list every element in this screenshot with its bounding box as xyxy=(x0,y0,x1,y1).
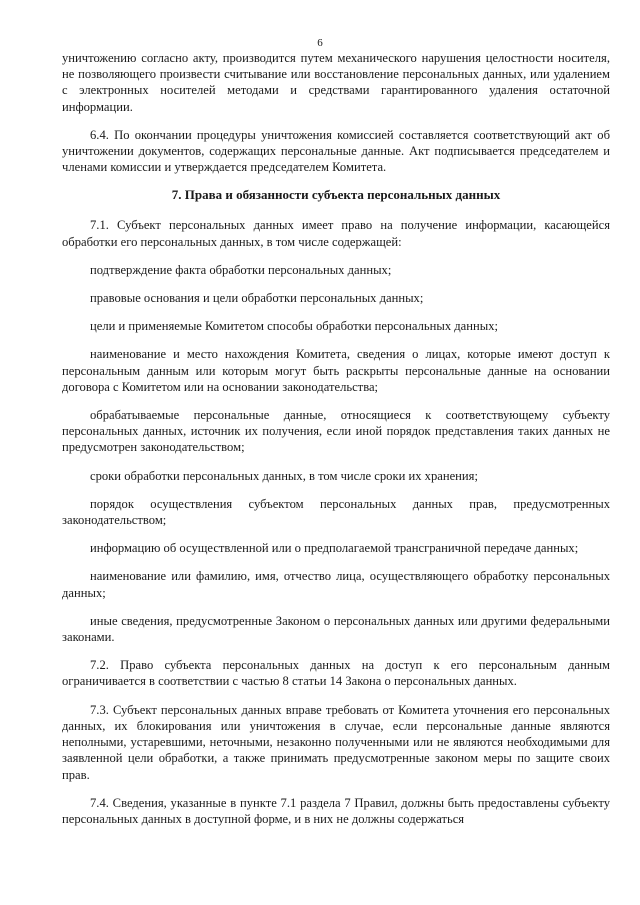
list-item: наименование или фамилию, имя, отчество лица, осуществляющего обработку персональных данных; xyxy=(62,569,610,600)
paragraph-continuation: уничтожению согласно акту, производится путем механического нарушения целостности носителя, не позволяющего произвести считывание или восстановление персональных данных, или удалением с электронных носителей методами и средствами гарантированного удаления остаточной информации. xyxy=(62,51,610,114)
paragraph-6-4: 6.4. По окончании процедуры уничтожения комиссией составляется соответствующий акт об уничтожении документов, содержащих персональные данные. Акт подписывается председателем и членами комиссии и утверждается председателем Комитета. xyxy=(62,127,610,175)
list-item: наименование и место нахождения Комитета, сведения о лицах, которые имеют доступ к персональным данным или которым могут быть раскрыты персональные данные на основании договора с Комитетом или на основании законодательства; xyxy=(62,347,610,394)
section-heading: 7. Права и обязанности субъекта персональных данных xyxy=(171,187,501,203)
paragraph-7-2: 7.2. Право субъекта персональных данных на доступ к его персональным данным ограничивается в соответствии с частью 8 статьи 14 Закона о персональных данных. xyxy=(62,658,610,689)
list-item: обрабатываемые персональные данные, относящиеся к соответствующему субъекту персональных данных, источник их получения, если иной порядок представления таких данных не предусмотрен законодательством; xyxy=(62,408,610,455)
paragraph-7-3: 7.3. Субъект персональных данных вправе требовать от Комитета уточнения его персональных данных, их блокирования или уничтожения в случае, если персональные данные являются неполными, устаревшими, неточными, незаконно полученными или не являются необходимыми для заявленной цели обработки, а также принимать предусмотренные законом меры по защите своих прав. xyxy=(62,702,610,782)
list-item: подтверждение факта обработки персональных данных; xyxy=(90,262,392,277)
page-number: 6 xyxy=(317,37,323,49)
paragraph-7-4: 7.4. Сведения, указанные в пункте 7.1 раздела 7 Правил, должны быть предоставлены субъекту персональных данных в доступной форме, и в них не должны содержаться xyxy=(62,795,610,826)
document-body xyxy=(62,50,610,839)
paragraph-7-1: 7.1. Субъект персональных данных имеет право на получение информации, касающейся обработки его персональных данных, в том числе содержащей: xyxy=(62,218,610,249)
list-item: цели и применяемые Комитетом способы обработки персональных данных; xyxy=(90,319,499,334)
list-item: правовые основания и цели обработки персональных данных; xyxy=(90,291,424,306)
list-item: информацию об осуществленной или о предполагаемой трансграничной передаче данных; xyxy=(90,541,579,556)
list-item: порядок осуществления субъектом персональных данных прав, предусмотренных законодательством; xyxy=(62,496,610,528)
list-item: сроки обработки персональных данных, в том числе сроки их хранения; xyxy=(90,468,478,483)
list-item: иные сведения, предусмотренные Законом о персональных данных или другими федеральными законами. xyxy=(62,613,610,645)
